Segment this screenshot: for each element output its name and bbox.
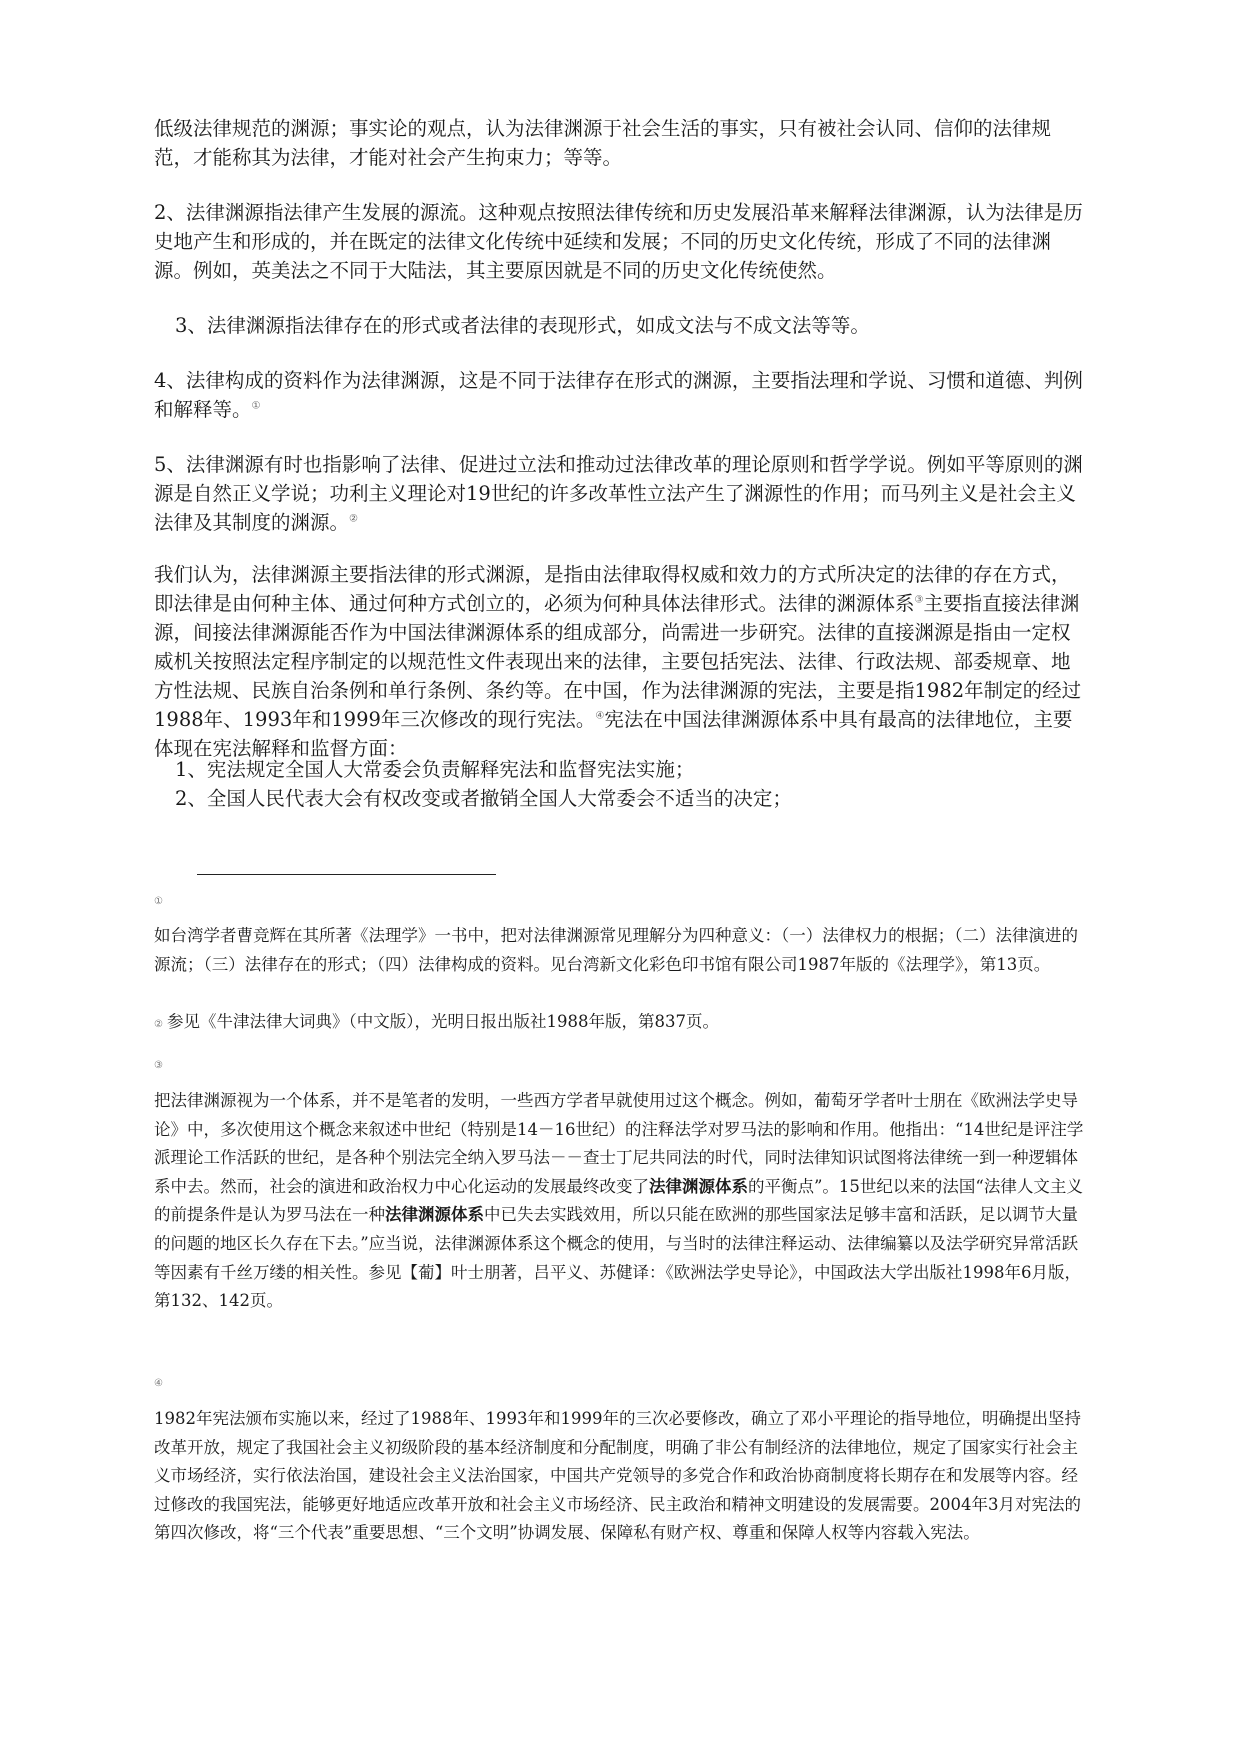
footnote-separator [197, 874, 496, 875]
footnote-mark: ① [154, 896, 163, 907]
body-paragraph [154, 366, 1084, 424]
footnote-ref[interactable]: ④ [595, 710, 605, 722]
paragraph-text: 2、法律渊源指法律产生发展的源流。这种观点按照法律传统和历史发展沿革来解释法律渊源，认为法律是历史地产生和形成的，并在既定的法律文化传统中延续和发展；不同的历史文化传统，形成了不同的法律渊源。例如，英美法之不同于大陆法，其主要原因就是不同的历史文化传统使然。 [154, 201, 1083, 282]
paragraph-text: 5、法律渊源有时也指影响了法律、促进过立法和推动过法律改革的理论原则和哲学学说。例如平等原则的渊源是自然正义学说；功利主义理论对19世纪的许多改革性立法产生了渊源性的作用；而马列主义是社会主义法律及其制度的渊源。 [154, 453, 1083, 534]
paragraph-text: 3、法律渊源指法律存在的形式或者法律的表现形式，如成文法与不成文法等等。 [175, 314, 870, 337]
bold-term: 法律渊源体系 [385, 1205, 484, 1225]
footnote-text: 1982年宪法颁布实施以来，经过了1988年、1993年和1999年的三次必要修改，确立了邓小平理论的指导地位，明确提出坚持改革开放，规定了我国社会主义初级阶段的基本经济制度和分配制度，明确了非公有制经济的法律地位，规定了国家实行社会主义市场经济，实行依法治国，建设社会主义法治国家，中国共产党领导的多党合作和政治协商制度将长期存在和发展等内容。经过修改的我国宪法，能够更好地适应改革开放和社会主义市场经济、民主政治和精神文明建设的发展需要。2004年3月对宪法的第四次修改，将“三个代表”重要思想、“三个文明”协调发展、保障私有财产权、尊重和保障人权等内容载入宪法。 [154, 1409, 1081, 1543]
bold-term: 法律渊源体系 [649, 1176, 748, 1196]
list-item [154, 755, 1105, 784]
paragraph-text: 我们认为，法律渊源主要指法律的形式渊源，是指由法律取得权威和效力的方式所决定的法律的存在方式，即法律是由何种主体、通过何种方式创立的，必须为何种具体法律形式。法律的渊源体系 [154, 563, 1071, 615]
footnote-text: 如台湾学者曹竞辉在其所著《法理学》一书中，把对法律渊源常见理解分为四种意义：（一）法律权力的根据；（二）法律演进的源流；（三）法律存在的形式；（四）法律构成的资料。见台湾新文化彩色印书馆有限公司1987年版的《法理学》，第13页。 [154, 926, 1078, 974]
footnote-text: 中已失去实践效用，所以只能在欧洲的那些国家法足够丰富和活跃，足以调节大量的问题的地区长久存在下去。”应当说，法律渊源体系这个概念的使用，与当时的法律注释运动、法律编纂以及法学研究异常活跃等因素有千丝万缕的相关性。参见【葡】叶士朋著，吕平义、苏健译：《欧洲法学史导论》，中国政法大学出版社1998年6月版，第132、142页。 [154, 1205, 1081, 1311]
paragraph-text: 宪法在中国法律渊源体系中具有最高的法律地位，主要体现在宪法解释和监督方面： [154, 708, 1073, 760]
footnote-1 [154, 922, 1084, 979]
paragraph-text: 低级法律规范的渊源；事实论的观点，认为法律渊源于社会生活的事实，只有被社会认同、信仰的法律规范，才能称其为法律，才能对社会产生拘束力；等等。 [154, 117, 1052, 169]
footnote-ref[interactable]: ③ [914, 594, 924, 606]
body-paragraph [154, 311, 1105, 340]
footnote-text: 的平衡点”。15世纪以来的法国“法律人文主义的前提条件是认为罗马法在一种 [154, 1176, 1083, 1225]
footnote-ref[interactable]: ① [251, 400, 261, 412]
paragraph-text: 2、全国人民代表大会有权改变或者撤销全国人大常委会不适当的决定； [175, 787, 792, 810]
footnote-ref[interactable]: ② [349, 513, 358, 525]
footnote-2 [154, 1008, 1084, 1040]
paragraph-text: 4、法律构成的资料作为法律渊源，这是不同于法律存在形式的渊源，主要指法理和学说、习惯和道德、判例和解释等。 [154, 369, 1083, 421]
footnote-text: 把法律渊源视为一个体系，并不是笔者的发明，一些西方学者早就使用过这个概念。例如，葡萄牙学者叶士朋在《欧洲法学史导论》中，多次使用这个概念来叙述中世纪（特别是14－16世纪）的注释法学对罗马法的影响和作用。他指出：“14世纪是评注学派理论工作活跃的世纪，是各种个别法完全纳入罗马法－－查士丁尼共同法的时代，同时法律知识试图将法律统一到一种逻辑体系中去。然而，社会的演进和政治权力中心化运动的发展最终改变了 [154, 1091, 1084, 1196]
paragraph-text: 1、宪法规定全国人大常委会负责解释宪法和监督宪法实施； [175, 758, 695, 781]
footnote-text: 参见《牛津法律大词典》（中文版），光明日报出版社1988年版，第837页。 [166, 1012, 719, 1031]
footnote-3 [154, 1087, 1084, 1316]
body-paragraph [154, 560, 1084, 763]
list-item [154, 784, 1105, 813]
body-paragraph [154, 114, 1084, 172]
body-paragraph [154, 198, 1084, 285]
footnote-4 [154, 1405, 1084, 1548]
footnote-mark: ③ [154, 1060, 163, 1071]
footnote-mark: ② [154, 1019, 163, 1030]
body-paragraph [154, 450, 1084, 537]
paragraph-text: 主要指直接法律渊源，间接法律渊源能否作为中国法律渊源体系的组成部分，尚需进一步研究。法律的直接渊源是指由一定权威机关按照法定程序制定的以规范性文件表现出来的法律，主要包括宪法、法律、行政法规、部委规章、地方性法规、民族自治条例和单行条例、条约等。在中国，作为法律渊源的宪法，主要是指1982年制定的经过1988年、1993年和1999年三次修改的现行宪法。 [154, 592, 1082, 731]
footnote-mark: ④ [154, 1378, 163, 1389]
